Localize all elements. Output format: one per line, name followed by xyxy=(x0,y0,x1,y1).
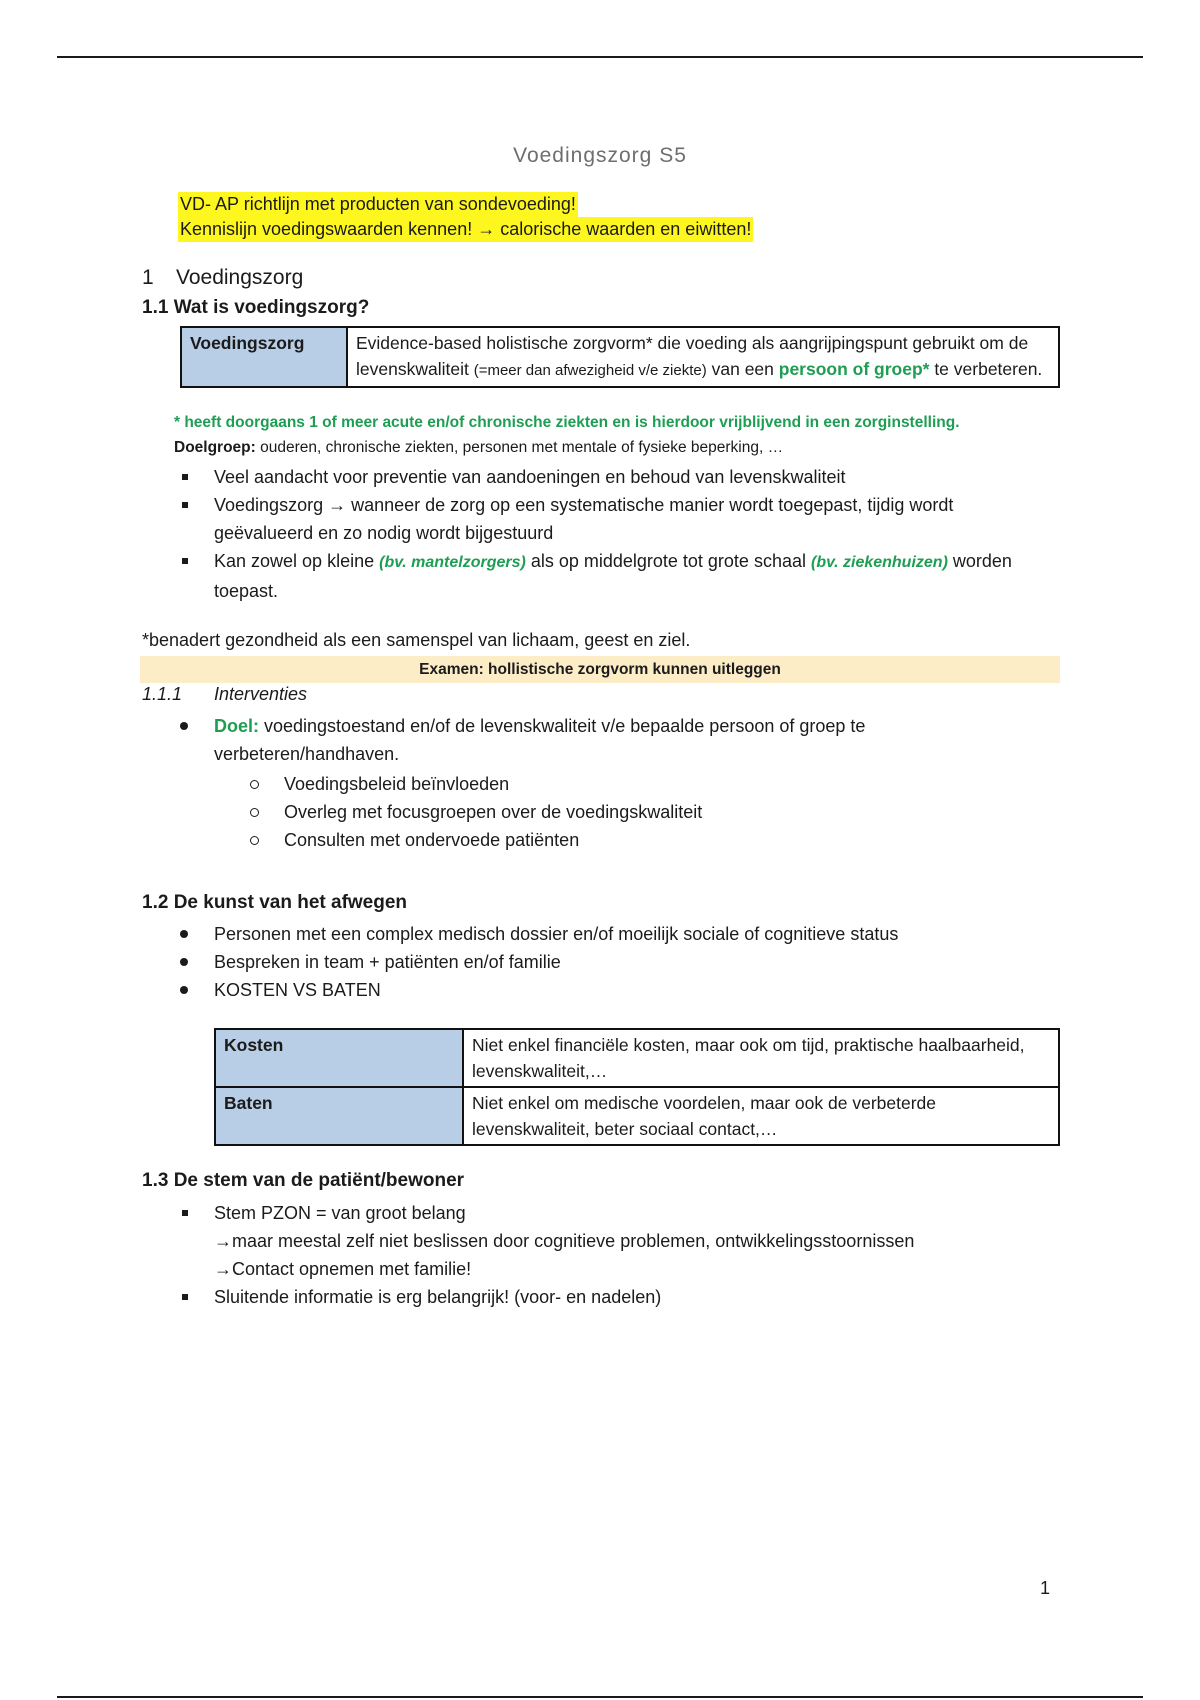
section-1-1-1-heading xyxy=(142,684,307,705)
page-number: 1 xyxy=(1040,1578,1051,1598)
costs-benefits-table xyxy=(214,1028,1060,1146)
list-item: Overleg met focusgroepen over de voedingskwaliteit xyxy=(250,798,1120,826)
list-item: Personen met een complex medisch dossier en/of moeilijk sociale of cognitieve status xyxy=(180,920,1050,948)
definition-table xyxy=(180,326,1060,388)
list-item: Consulten met ondervoede patiënten xyxy=(250,826,1120,854)
footer-rule xyxy=(57,1696,1143,1698)
highlight-notes xyxy=(178,192,753,242)
note-green: * heeft doorgaans 1 of meer acute en/of chronische ziekten en is hierdoor vrijblijvend in een zorginstelling. xyxy=(174,414,960,431)
holistic-note: *benadert gezondheid als een samenspel van lichaam, geest en ziel. xyxy=(142,630,691,650)
note-label: Doelgroep: xyxy=(174,439,256,456)
table-row xyxy=(215,1087,1059,1145)
list-item: Voedingsbeleid beïnvloeden xyxy=(250,770,1120,798)
benefits-value: Niet enkel om medische voordelen, maar ook de verbeterde levenskwaliteit, beter sociaal contact,… xyxy=(463,1087,1059,1145)
section-1-3-heading: 1.3 De stem van de patiënt/bewoner xyxy=(142,1170,465,1191)
list-item: KOSTEN VS BATEN xyxy=(180,976,1050,1004)
list-item: Voedingszorg → wanneer de zorg op een systematische manier wordt toegepast, tijdig wordt geëvalueerd en zo nodig wordt bijgestuurd xyxy=(180,491,1050,547)
section-1-number: 1 xyxy=(142,266,154,289)
list-item: Sluitende informatie is erg belangrijk! (voor- en nadelen) xyxy=(180,1283,1050,1311)
list-item: Doel: voedingstoestand en/of de levenskwaliteit v/e bepaalde persoon of groep te verbeteren/handhaven. xyxy=(180,712,1050,768)
section-1-1-1-number: 1.1.1 xyxy=(142,684,183,704)
interventions-sublist xyxy=(250,770,1120,854)
list-item: Veel aandacht voor preventie van aandoeningen en behoud van levenskwaliteit xyxy=(180,463,1050,491)
note-text: ouderen, chronische ziekten, personen met mentale of fysieke beperking, … xyxy=(255,439,784,456)
document-title: Voedingszorg S5 xyxy=(513,144,687,167)
definition-value: Evidence-based holistische zorgvorm* die voeding als aangrijpingspunt gebruikt om de levenskwaliteit (=meer dan afwezigheid v/e ziekte) van een persoon of groep* te verbeteren. xyxy=(347,327,1059,387)
section-1-3-list xyxy=(180,1199,1050,1311)
highlight-line-2: Kennislijn voedingswaarden kennen! → calorische waarden en eiwitten! xyxy=(178,217,753,242)
section-1-1-list xyxy=(180,463,1050,605)
highlight-line-1: VD- AP richtlijn met producten van sondevoeding! xyxy=(178,192,578,217)
section-1-heading xyxy=(142,266,303,290)
definition-key: Voedingszorg xyxy=(181,327,347,387)
table-row xyxy=(215,1029,1059,1087)
list-item: Kan zowel op kleine (bv. mantelzorgers) als op middelgrote tot grote schaal (bv. ziekenhuizen) worden toepast. xyxy=(180,547,1050,605)
costs-key: Kosten xyxy=(215,1029,463,1087)
section-1-2-list xyxy=(180,920,1050,1004)
section-1-2-heading: 1.2 De kunst van het afwegen xyxy=(142,892,408,913)
target-group-note xyxy=(174,410,1034,460)
list-item: Stem PZON = van groot belang →maar meestal zelf niet beslissen door cognitieve problemen, ontwikkelingsstoornissen →Contact opnemen met familie! xyxy=(180,1199,1050,1283)
section-1-1-heading: 1.1 Wat is voedingszorg? xyxy=(142,297,370,318)
benefits-key: Baten xyxy=(215,1087,463,1145)
section-1-title: Voedingszorg xyxy=(176,266,304,289)
costs-value: Niet enkel financiële kosten, maar ook om tijd, praktische haalbaarheid, levenskwaliteit,… xyxy=(463,1029,1059,1087)
document-page xyxy=(140,0,1060,1700)
exam-note: Examen: hollistische zorgvorm kunnen uitleggen xyxy=(140,656,1060,683)
list-item: Bespreken in team + patiënten en/of familie xyxy=(180,948,1050,976)
interventions-list xyxy=(180,712,1050,768)
section-1-1-1-title: Interventies xyxy=(214,684,308,704)
